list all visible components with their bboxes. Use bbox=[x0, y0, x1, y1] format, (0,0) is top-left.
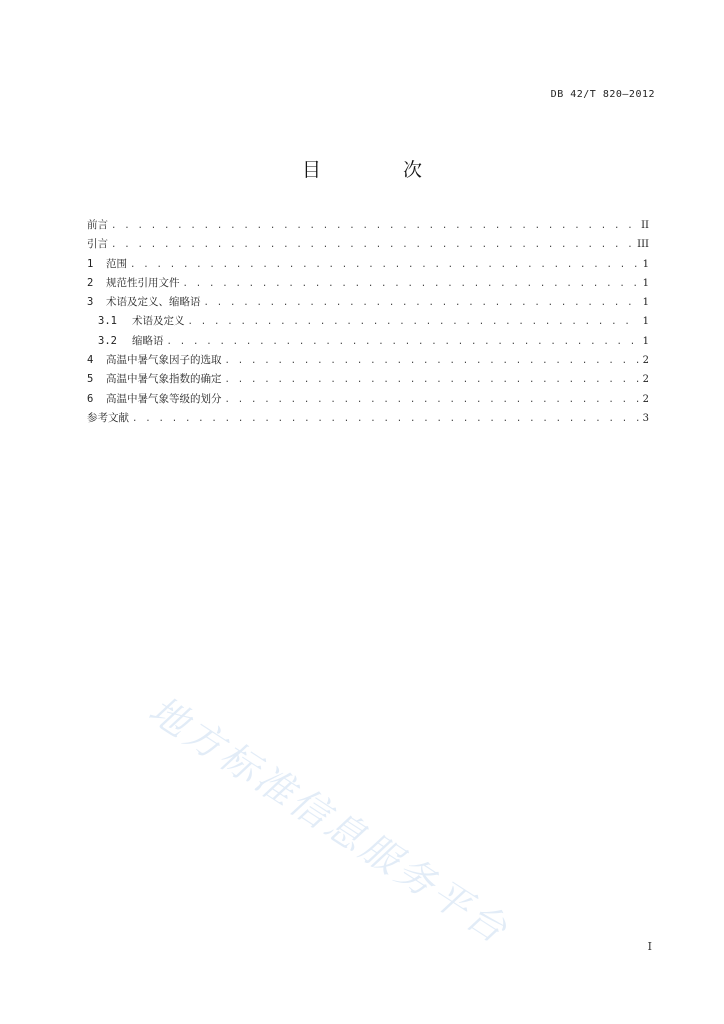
dot-leader bbox=[204, 298, 639, 308]
toc-entry-scope[interactable] bbox=[87, 256, 649, 275]
dot-leader bbox=[225, 375, 639, 385]
toc-entry-label: 范围 bbox=[106, 257, 127, 270]
toc-entry-page: 1 bbox=[642, 335, 649, 347]
toc-entry-label: 规范性引用文件 bbox=[106, 276, 180, 289]
dot-leader bbox=[111, 221, 637, 231]
toc-entry-index-determination[interactable] bbox=[87, 371, 649, 390]
dot-leader bbox=[225, 395, 639, 405]
toc-entry-label: 术语及定义 bbox=[132, 315, 185, 328]
toc-entry-page: III bbox=[637, 239, 649, 251]
toc-entry-terms-abbreviations[interactable] bbox=[87, 294, 649, 313]
toc-entry-number: 4 bbox=[87, 354, 94, 367]
toc-entry-label: 前言 bbox=[87, 219, 108, 231]
toc-entry-number: 3.2 bbox=[98, 334, 117, 347]
dot-leader bbox=[132, 414, 639, 424]
toc-entry-page: 2 bbox=[642, 374, 649, 386]
toc-entry-label: 术语及定义、缩略语 bbox=[106, 296, 201, 309]
toc-entry-normative-references[interactable] bbox=[87, 275, 649, 294]
toc-entry-terms-definitions[interactable] bbox=[87, 313, 649, 332]
toc-entry-number: 3 bbox=[87, 296, 94, 309]
toc-entry-abbreviations[interactable] bbox=[87, 333, 649, 352]
toc-entry-number: 3.1 bbox=[98, 315, 117, 328]
dot-leader bbox=[188, 317, 639, 327]
dot-leader bbox=[111, 240, 633, 250]
toc-title: 目 次 bbox=[301, 159, 461, 181]
toc-entry-label: 引言 bbox=[87, 238, 108, 251]
table-of-contents bbox=[87, 217, 649, 429]
dot-leader bbox=[130, 260, 639, 270]
toc-entry-introduction[interactable] bbox=[87, 236, 649, 255]
toc-entry-page: II bbox=[641, 220, 649, 231]
watermark: 地方标准信息服务平台 bbox=[141, 687, 518, 954]
toc-entry-page: 1 bbox=[642, 297, 649, 309]
toc-entry-label: 参考文献 bbox=[87, 411, 129, 424]
toc-entry-label: 高温中暑气象等级的划分 bbox=[106, 392, 222, 405]
toc-entry-number: 5 bbox=[87, 373, 94, 386]
toc-entry-factor-selection[interactable] bbox=[87, 352, 649, 371]
dot-leader bbox=[183, 279, 639, 289]
toc-entry-foreword[interactable] bbox=[87, 217, 649, 236]
page-number: I bbox=[647, 940, 652, 953]
toc-entry-page: 1 bbox=[642, 277, 649, 289]
toc-entry-page: 1 bbox=[642, 258, 649, 270]
toc-entry-number: 1 bbox=[87, 257, 94, 270]
toc-entry-page: 2 bbox=[642, 355, 649, 367]
toc-entry-page: 3 bbox=[642, 412, 649, 424]
toc-entry-bibliography[interactable] bbox=[87, 410, 649, 429]
toc-entry-label: 缩略语 bbox=[132, 334, 164, 347]
toc-entry-page: 2 bbox=[642, 393, 649, 405]
toc-entry-grade-classification[interactable] bbox=[87, 391, 649, 410]
standard-code: DB 42/T 820—2012 bbox=[550, 89, 655, 100]
dot-leader bbox=[225, 356, 639, 366]
toc-entry-number: 6 bbox=[87, 392, 94, 405]
toc-entry-label: 高温中暑气象因子的选取 bbox=[106, 354, 222, 367]
toc-entry-number: 2 bbox=[87, 276, 94, 289]
toc-entry-label: 高温中暑气象指数的确定 bbox=[106, 373, 222, 386]
toc-entry-page: 1 bbox=[642, 316, 649, 328]
dot-leader bbox=[167, 337, 639, 347]
